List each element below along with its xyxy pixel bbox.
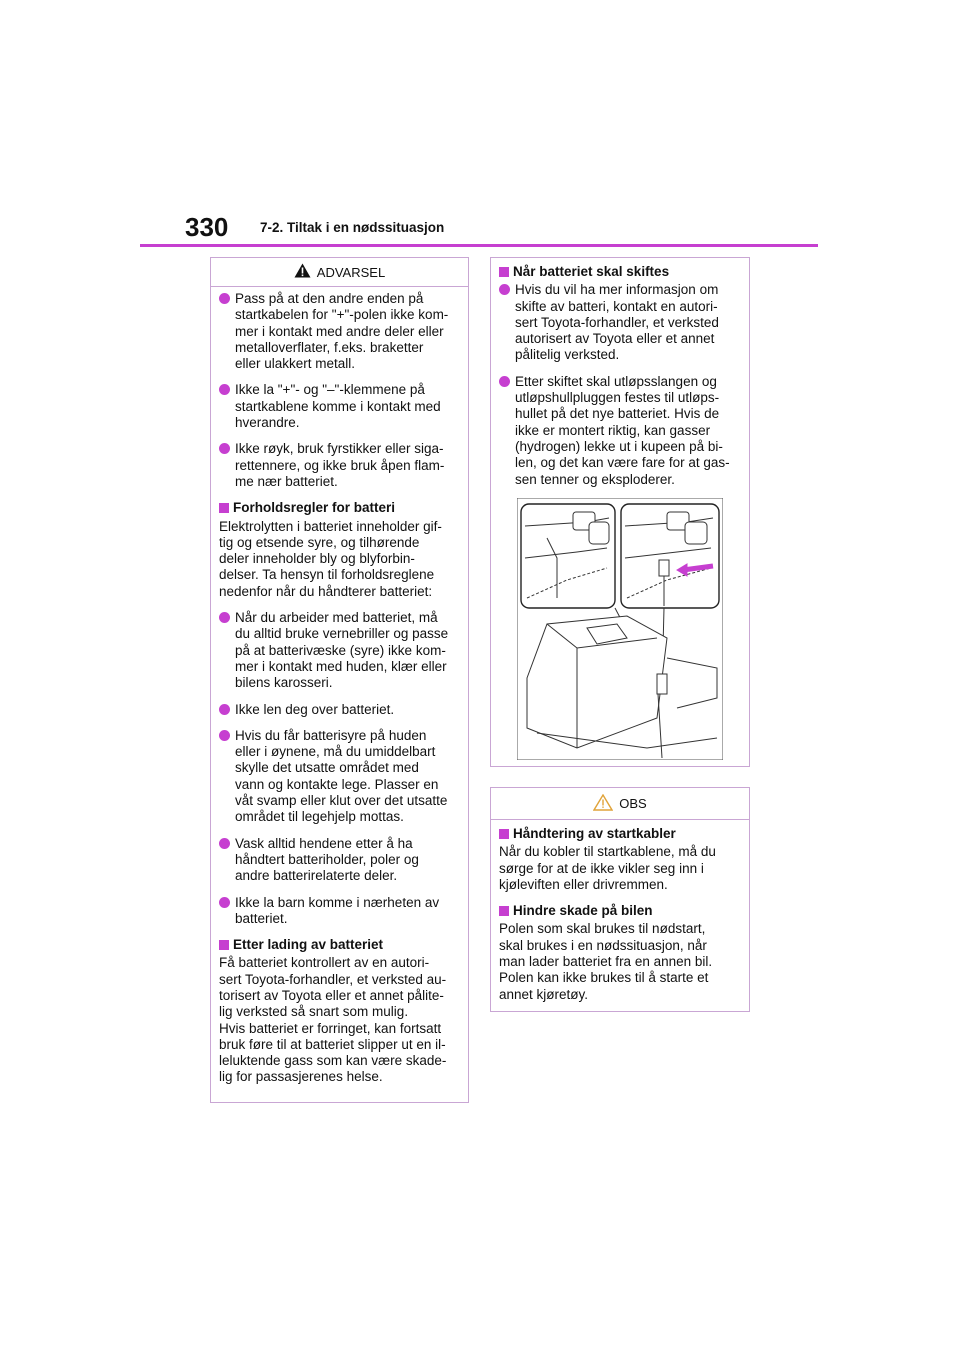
bullet-dot-icon (219, 612, 230, 623)
list-item: Ikke la barn komme i nærheten av batteriet. (219, 895, 462, 928)
bullet-dot-icon (499, 376, 510, 387)
bullet-dot-icon (219, 384, 230, 395)
list-item: Hvis du vil ha mer informasjon om skifte av batteri, kontakt en autori- sert Toyota-forhandler, et verksted autorisert av Toyota eller et annet pålitelig verksted. (499, 282, 743, 363)
paragraph: Polen som skal brukes til nødstart, skal brukes i en nødssituasjon, når man lader batteriet fra en annen bil. Polen kan ikke brukes til å starte et annet kjøretøy. (499, 921, 713, 1002)
section-title: 7-2. Tiltak i en nødssituasjon (260, 220, 445, 235)
paragraph: Elektrolytten i batteriet inneholder gif- tig og etsende syre, og tilhørende deler inneholder bly og blyforbin- delser. Ta hensyn til forholdsreglene nedenfor når du håndterer batteriet: (219, 518, 442, 599)
square-bullet-icon (499, 829, 509, 839)
caution-triangle-icon (593, 794, 613, 814)
bullet-dot-icon (499, 284, 510, 295)
list-item: Ikke la "+"- og "–"-klemmene på startkablene komme i kontakt med hverandre. (219, 382, 462, 431)
battery-illustration (517, 498, 723, 760)
header-rule (140, 244, 818, 247)
bullet-dot-icon (219, 730, 230, 741)
square-bullet-icon (499, 906, 509, 916)
list-item: Hvis du får batterisyre på huden eller i øynene, må du umiddelbart skylle det utsatte området med vann og kontakte lege. Plasser en våt svamp eller klut over det utsatte området til legehjelp mottas. (219, 728, 462, 826)
warning-triangle-icon (294, 263, 311, 281)
list-item: Når du arbeider med batteriet, må du alltid bruke vernebriller og passe på at batterivæske (syre) ikke kom- mer i kontakt med huden, klær eller bilens karosseri. (219, 610, 462, 691)
warning-box (210, 257, 469, 1103)
list-item: Pass på at den andre enden på startkabelen for "+"-polen ikke kom- mer i kontakt med andre deler eller metalloverflater, f.eks. braketter eller ulakkert metall. (219, 291, 462, 372)
bullet-dot-icon (219, 838, 230, 849)
list-item: Vask alltid hendene etter å ha håndtert batteriholder, poler og andre batterirelaterte deler. (219, 836, 462, 885)
subheading: Etter lading av batteriet (219, 937, 462, 953)
list-item: Etter skiftet skal utløpsslangen og utløpshullpluggen festes til utløps- hullet på det nye batteriet. Hvis de ikke er montert riktig, kan gasser (hydrogen) lekke ut i kupeen på bi- len, og det kan være fare for at gas- sen tenner og eksploderer. (499, 374, 743, 488)
warning-title: ADVARSEL (316, 264, 386, 280)
square-bullet-icon (219, 940, 229, 950)
bullet-dot-icon (219, 897, 230, 908)
subheading: Forholdsregler for batteri (219, 500, 462, 516)
bullet-dot-icon (219, 704, 230, 715)
notice-header (491, 788, 749, 820)
page-number: 330 (185, 212, 229, 242)
list-item: Ikke len deg over batteriet. (219, 702, 462, 718)
bullet-dot-icon (219, 293, 230, 304)
bullet-dot-icon (219, 443, 230, 454)
subheading: Når batteriet skal skiftes (499, 264, 743, 280)
subheading: Hindre skade på bilen (499, 903, 743, 919)
paragraph: Få batteriet kontrollert av en autori- sert Toyota-forhandler, et verksted au- torisert av Toyota eller et annet pålite- lig verksted så snart som mulig. Hvis batteriet er forringet, kan fortsatt bruk føre til at batteriet slipper ut en il- leluktende gass som kan være skade- lig for passasjerenes helse. (219, 955, 447, 1085)
square-bullet-icon (219, 503, 229, 513)
list-item: Ikke røyk, bruk fyrstikker eller siga- rettennere, og ikke bruk åpen flam- me nær batteriet. (219, 441, 462, 490)
paragraph: Når du kobler til startkablene, må du sørge for at de ikke vikler seg inn i kjøleviften eller drivremmen. (499, 844, 716, 892)
notice-title: OBS (619, 796, 647, 811)
notice-box (490, 787, 750, 1012)
subheading: Håndtering av startkabler (499, 826, 743, 842)
warning-header (211, 258, 468, 287)
square-bullet-icon (499, 267, 509, 277)
